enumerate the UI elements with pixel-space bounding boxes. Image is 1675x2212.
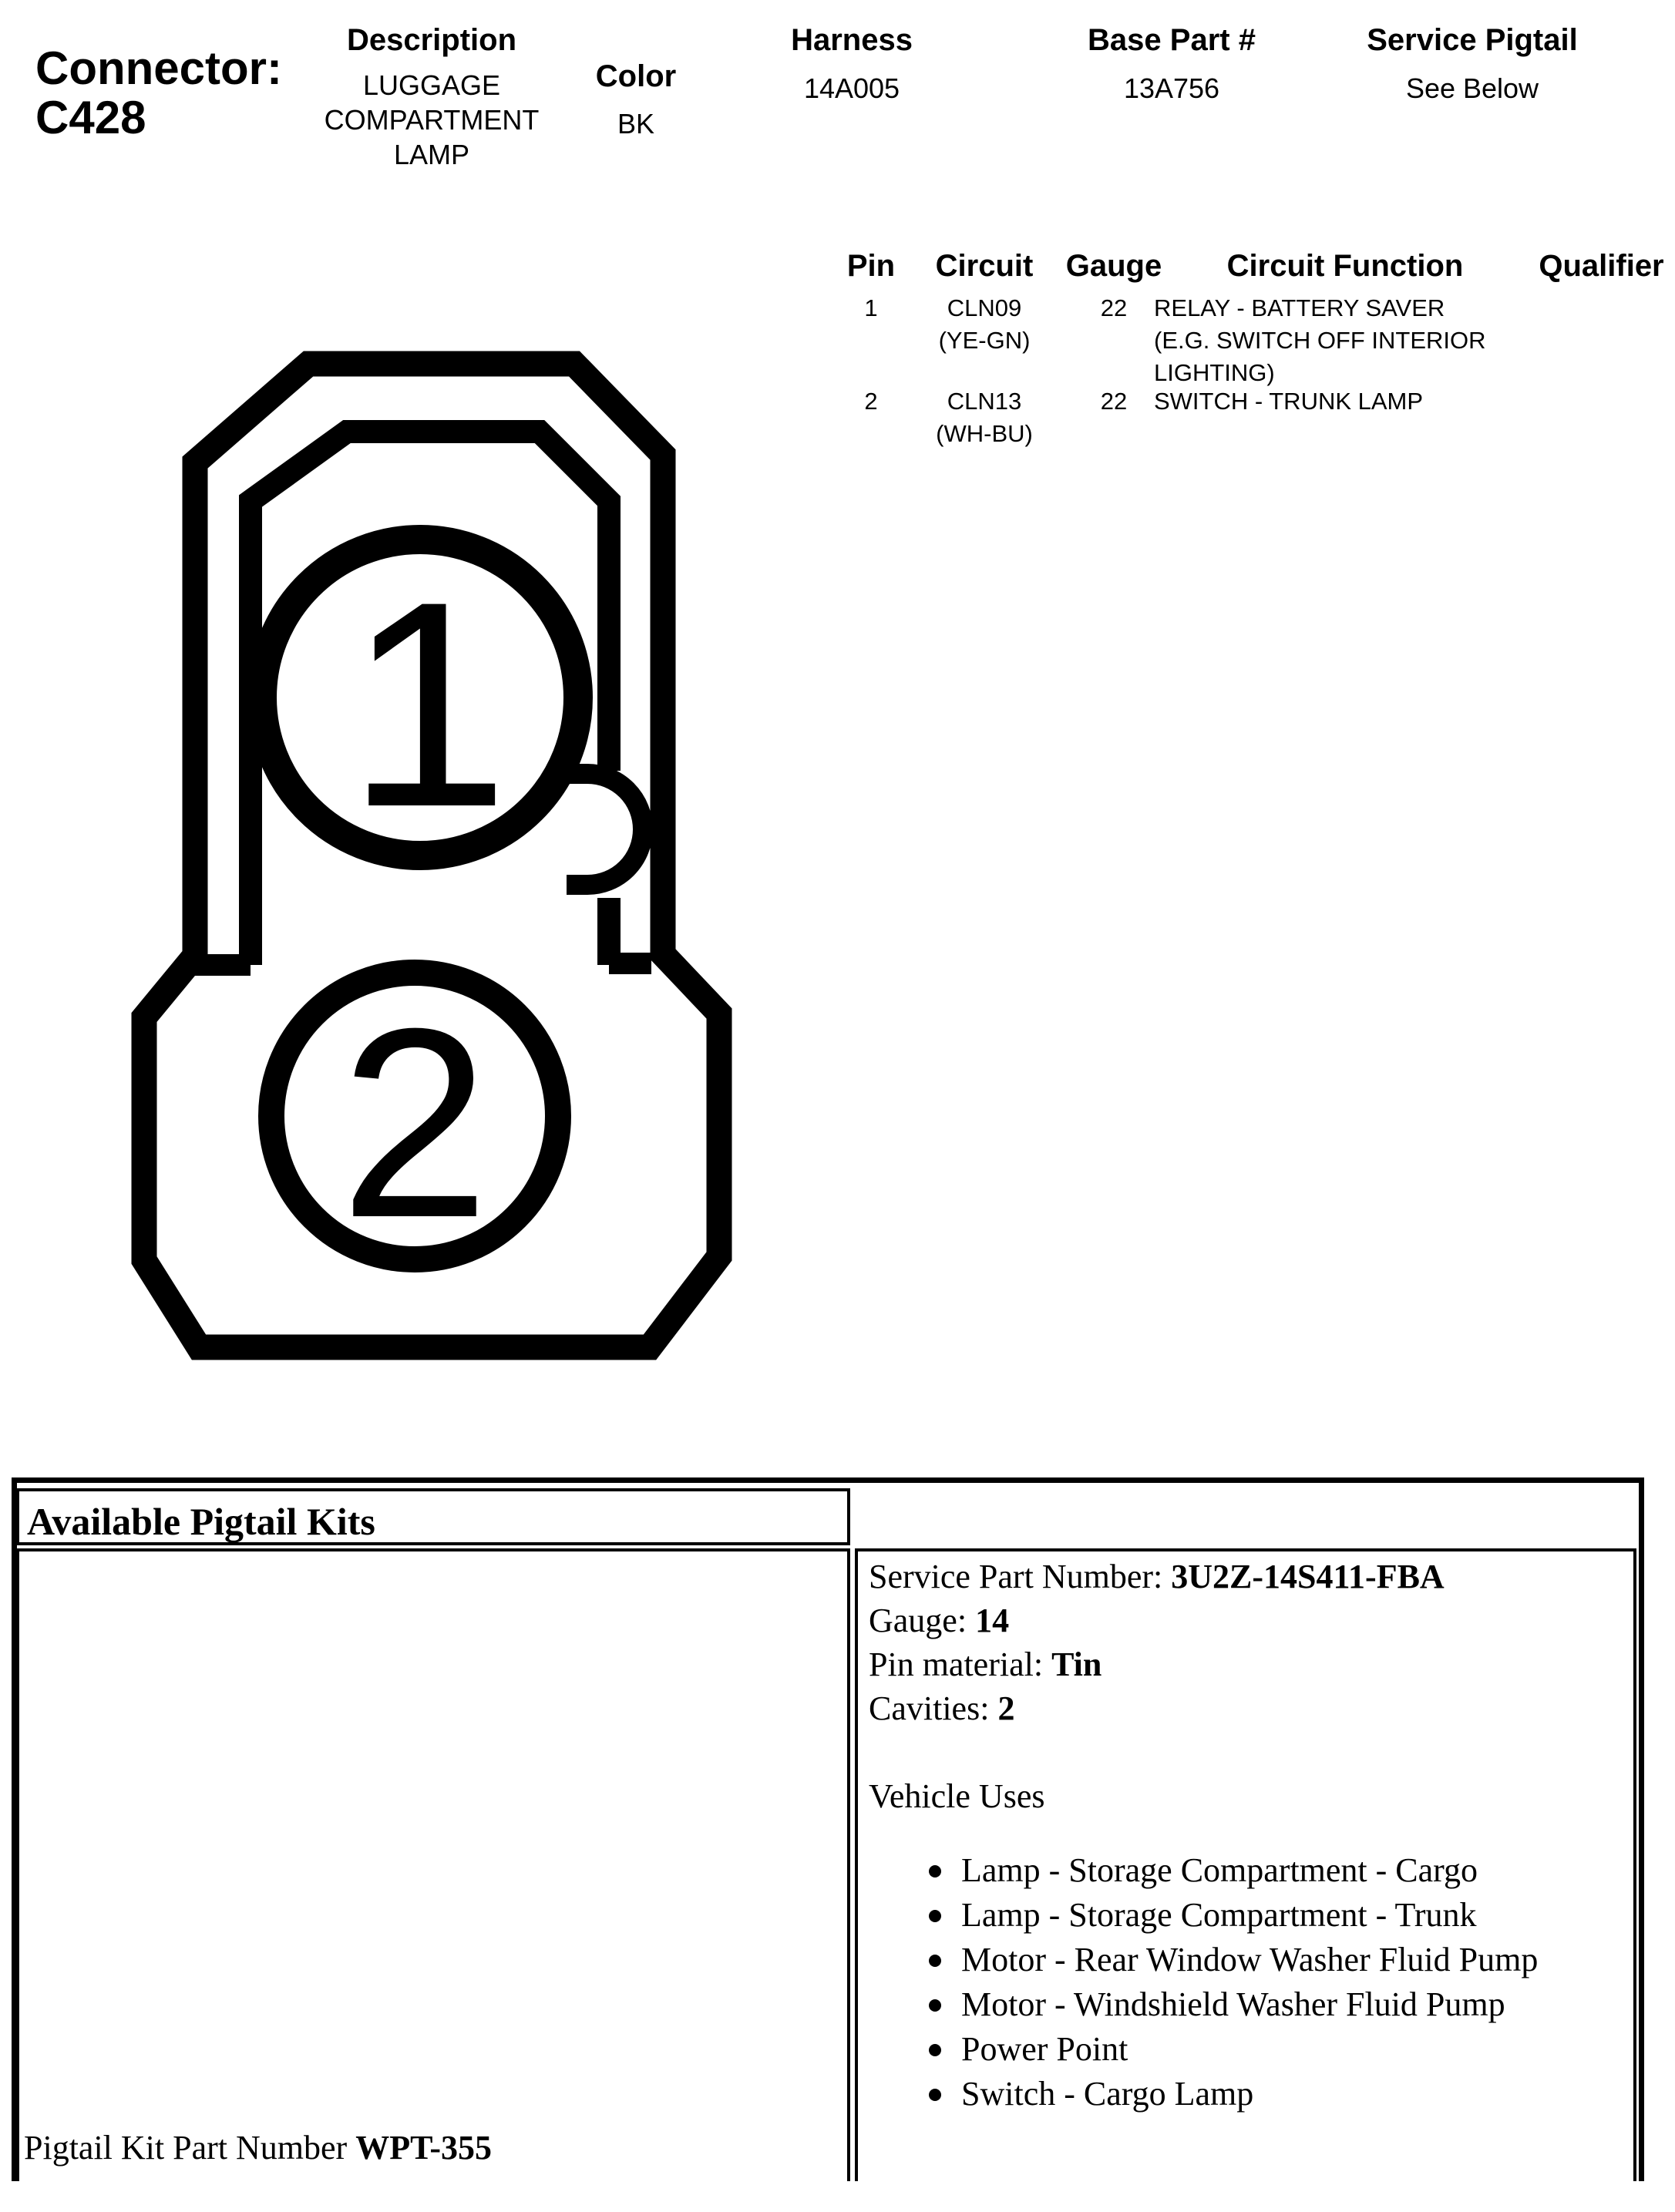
color-value: BK: [617, 108, 655, 140]
description-line-1: LUGGAGE: [362, 69, 501, 101]
circuit-function-text: [1154, 292, 1539, 389]
qualifier-column-header: Qualifier: [1539, 249, 1664, 283]
description-line-2: COMPARTMENT: [324, 104, 540, 136]
pigtail-kit-part-number-line: [24, 2126, 492, 2170]
gauge-value: 22: [1100, 294, 1128, 321]
cavity-1-number: 1: [346, 540, 510, 868]
harness-header: Harness: [791, 23, 913, 57]
circuit-function-text: SWITCH - TRUNK LAMP: [1154, 388, 1424, 415]
base-part-header: Base Part #: [1088, 23, 1256, 57]
list-item: [929, 1942, 1633, 1977]
detail-label: Cavities:: [869, 1689, 998, 1727]
bullet-icon: [929, 2089, 941, 2101]
gauge-value: 22: [1100, 388, 1128, 415]
connector-label: Connector:: [35, 42, 282, 94]
vehicle-uses-list: [929, 1853, 1633, 2111]
detail-value: 3U2Z-14S411-FBA: [1171, 1558, 1445, 1595]
detail-value: Tin: [1051, 1646, 1102, 1683]
circuit-id: CLN13: [947, 388, 1022, 415]
list-item: [929, 2076, 1633, 2111]
list-item: [929, 1987, 1633, 2022]
connector-id: C428: [35, 92, 146, 143]
detail-label: Service Part Number:: [869, 1558, 1172, 1595]
detail-line: [869, 1642, 1633, 1686]
function-line: (E.G. SWITCH OFF INTERIOR: [1154, 327, 1486, 354]
cavity-2-number: 2: [339, 973, 490, 1274]
bullet-icon: [929, 1955, 941, 1967]
circuit-function-column-header: Circuit Function: [1226, 249, 1464, 283]
detail-value: 14: [975, 1602, 1010, 1639]
function-line: RELAY - BATTERY SAVER: [1154, 294, 1445, 321]
list-item: [929, 2032, 1633, 2066]
list-item-text: Lamp - Storage Compartment - Trunk: [961, 1896, 1477, 1934]
pigtail-kit-label: Pigtail Kit Part Number: [24, 2129, 356, 2167]
service-pigtail-header: Service Pigtail: [1367, 23, 1578, 57]
detail-value: 2: [997, 1689, 1015, 1727]
bullet-icon: [929, 1865, 941, 1878]
list-item-text: Power Point: [961, 2030, 1128, 2068]
list-item: [929, 1898, 1633, 1932]
detail-line: [869, 1598, 1633, 1642]
detail-label: Gauge:: [869, 1602, 976, 1639]
pigtail-kit-value: WPT-355: [355, 2129, 493, 2167]
harness-value: 14A005: [803, 72, 900, 104]
circuit-id: CLN09: [947, 294, 1022, 321]
list-item-text: Motor - Rear Window Washer Fluid Pump: [961, 1941, 1539, 1978]
vehicle-uses-heading: Vehicle Uses: [869, 1777, 1045, 1815]
circuit-wire-color: (WH-BU): [936, 420, 1033, 447]
pigtail-kit-cell: [16, 1548, 850, 2181]
base-part-value: 13A756: [1123, 72, 1220, 104]
pin-column-header: Pin: [846, 249, 896, 283]
detail-label: Pin material:: [869, 1646, 1052, 1683]
circuit-code: [915, 292, 1054, 357]
section-title: Available Pigtail Kits: [27, 1500, 375, 1543]
service-part-cell: [855, 1548, 1636, 2181]
list-item-text: Switch - Cargo Lamp: [961, 2075, 1254, 2113]
circuit-wire-color: (YE-GN): [938, 327, 1031, 354]
list-item: [929, 1853, 1633, 1888]
pin-number: 1: [864, 294, 878, 321]
service-pigtail-value: See Below: [1405, 72, 1539, 104]
connector-latch-tab: [567, 774, 643, 885]
circuit-code: [915, 385, 1054, 450]
function-line: LIGHTING): [1154, 359, 1275, 386]
detail-line: [869, 1555, 1633, 1598]
pigtail-kits-title-box: [16, 1488, 850, 1545]
bullet-icon: [929, 1999, 941, 2012]
bullet-icon: [929, 1910, 941, 1922]
circuit-column-header: Circuit: [935, 249, 1034, 283]
color-header: Color: [595, 59, 677, 93]
detail-line: [869, 1686, 1633, 1730]
description-line-3: LAMP: [393, 139, 470, 170]
connector-title: [35, 44, 282, 143]
pin-number: 2: [864, 388, 878, 415]
list-item-text: Lamp - Storage Compartment - Cargo: [961, 1851, 1478, 1889]
bullet-icon: [929, 2044, 941, 2056]
gauge-column-header: Gauge: [1065, 249, 1162, 283]
description-header: Description: [346, 23, 517, 57]
list-item-text: Motor - Windshield Washer Fluid Pump: [961, 1985, 1505, 2023]
connector-face-diagram: [108, 339, 740, 1372]
